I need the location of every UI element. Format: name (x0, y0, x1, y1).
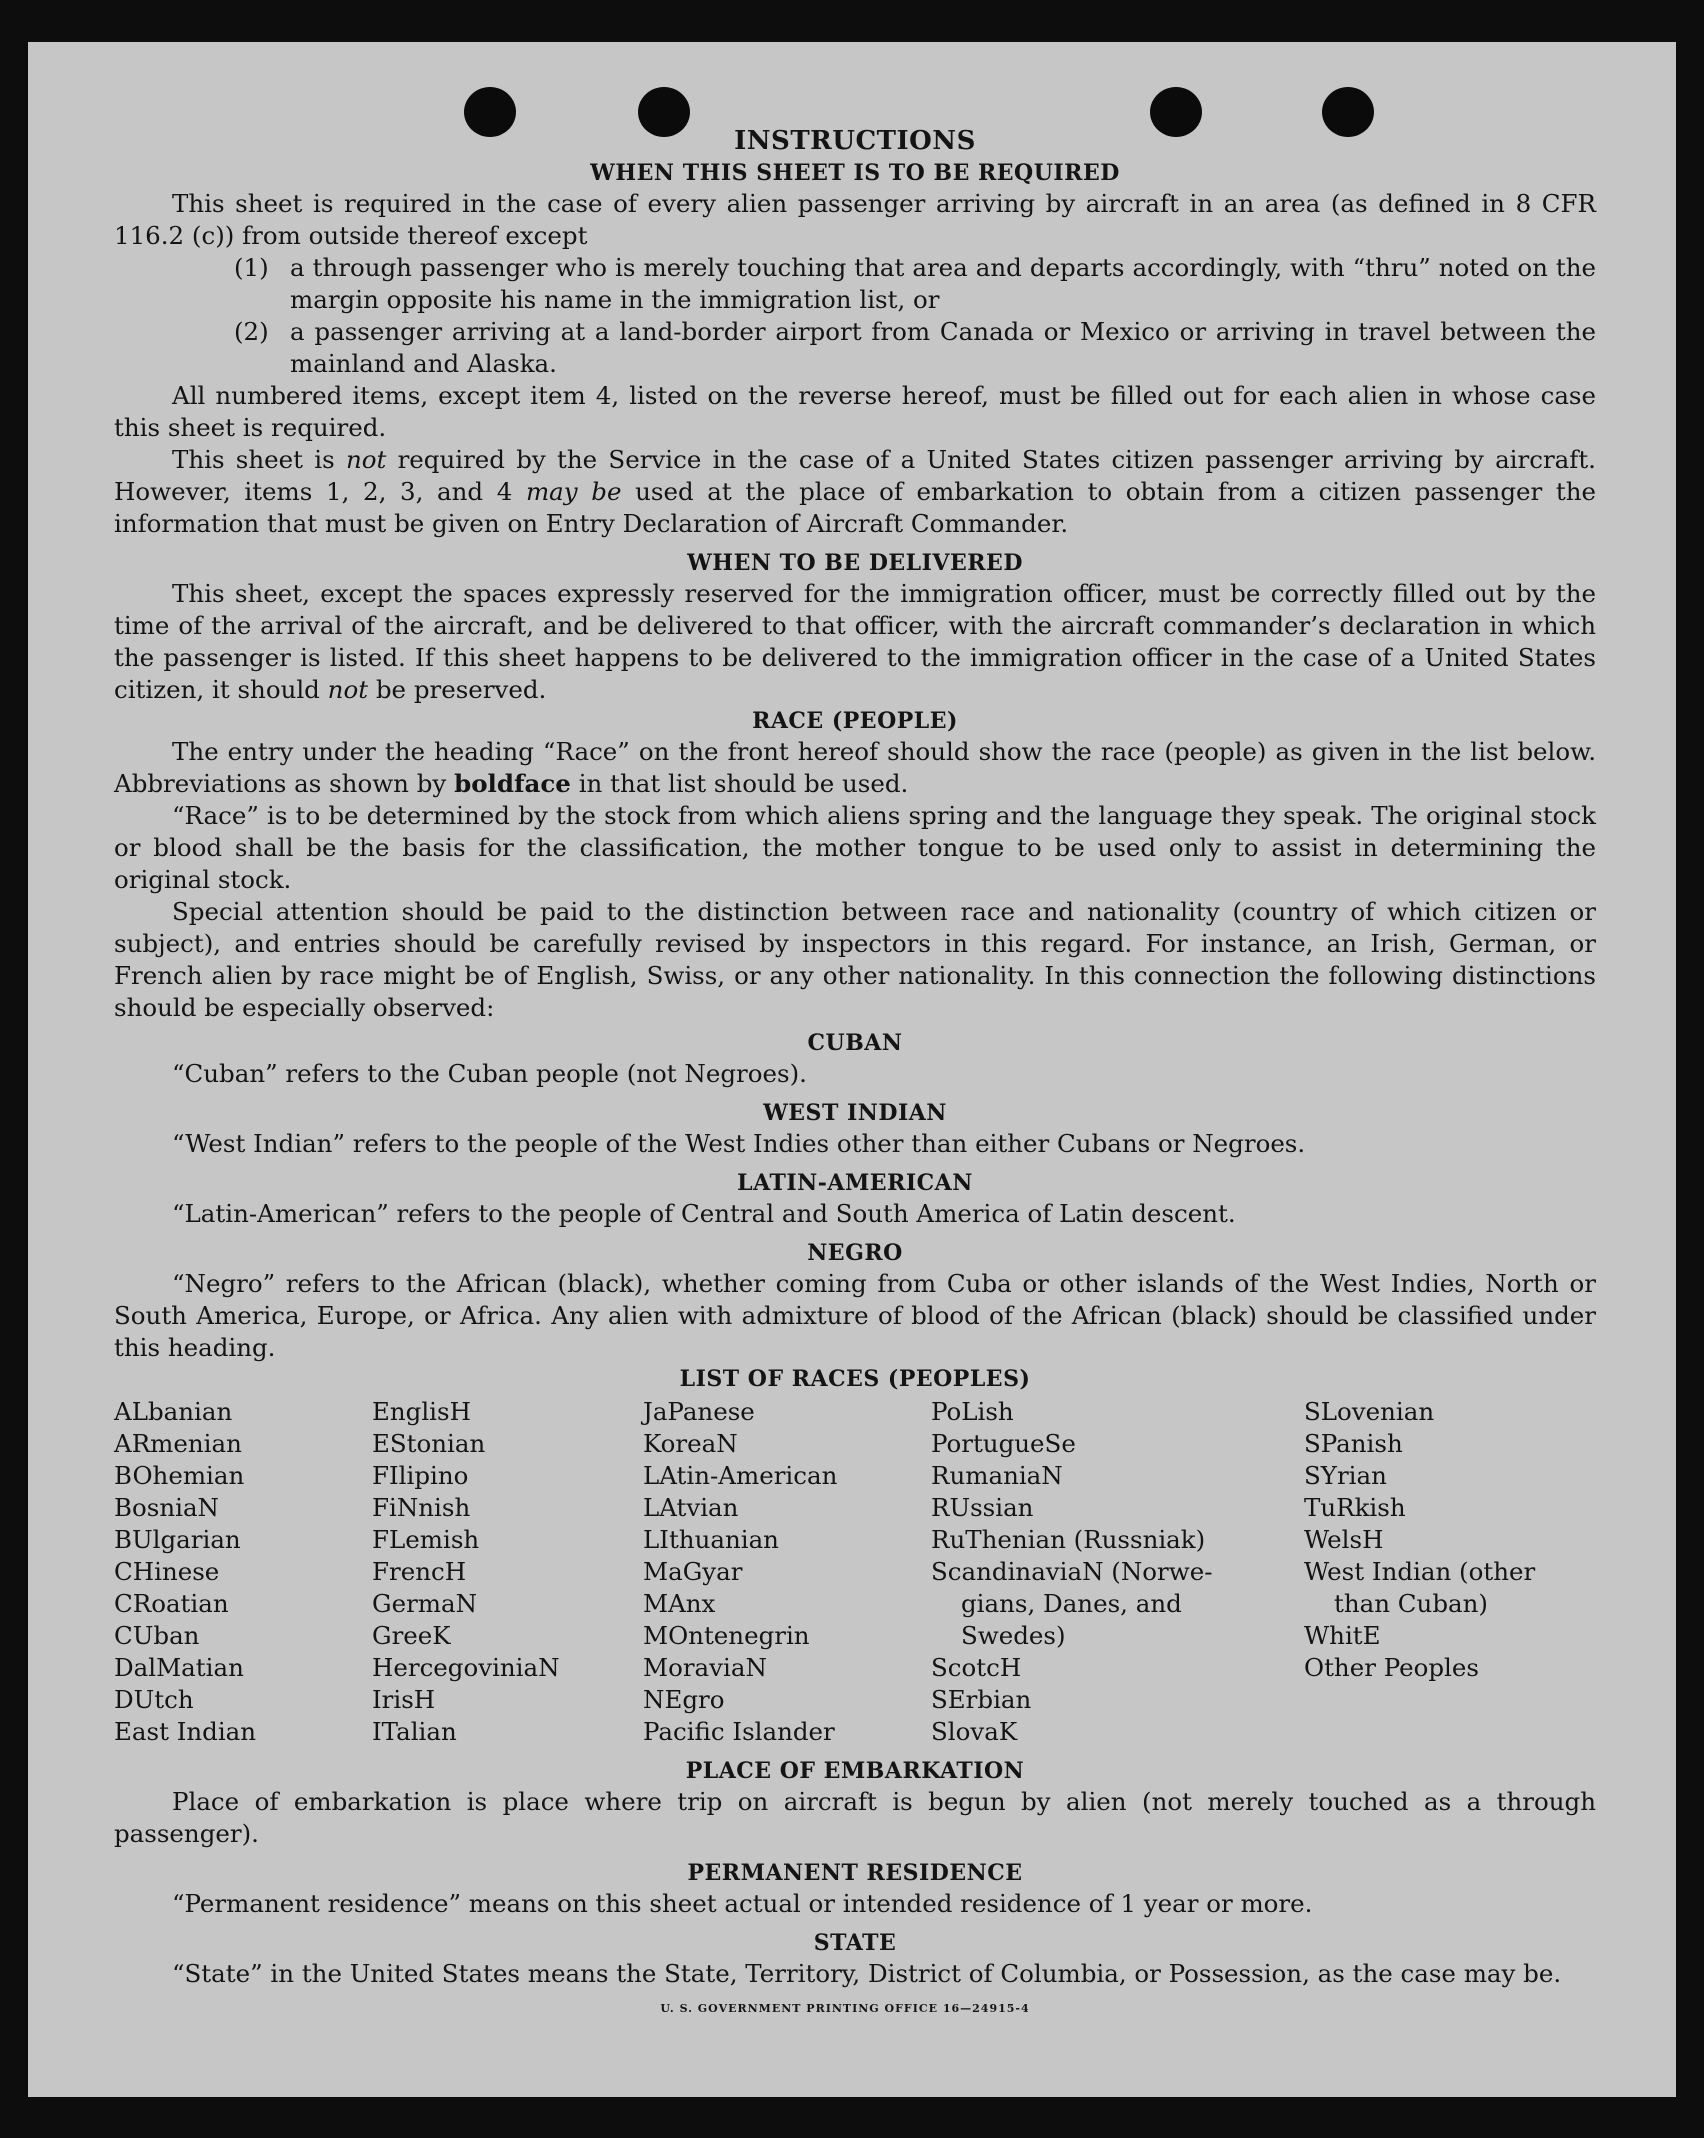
race-item: West Indian (other (1304, 1557, 1536, 1586)
item-number: (1) (234, 253, 269, 282)
race-item: EStonian (372, 1429, 486, 1458)
race-item: SlovaK (931, 1717, 1018, 1746)
race-item: IrisH (372, 1685, 436, 1714)
race-item: MoraviaN (643, 1653, 767, 1682)
race-item: GermaN (372, 1589, 478, 1618)
heading-west-indian: WEST INDIAN (763, 1100, 947, 1126)
race-item: KoreaN (643, 1429, 738, 1458)
paragraph-race-stock: “Race” is to be determined by the stock from which aliens spring and the language they speak. The original stock or blood shall be the basis for the classification, the mother tongue to be used only to assist in determining the original stock. (114, 801, 1596, 894)
race-item: FrencH (372, 1557, 467, 1586)
race-item: WhitE (1304, 1621, 1381, 1650)
list-item (234, 252, 1596, 316)
race-item: SPanish (1304, 1429, 1403, 1458)
heading-race: RACE (PEOPLE) (752, 708, 958, 734)
race-item: Pacific Islander (643, 1717, 835, 1746)
paragraph-citizen: This sheet is not required by the Service in the case of a United States citizen passenger arriving by aircraft. However, items 1, 2, 3, and 4 may be used at the place of embarkation to obtain from a citizen passenger the information that must be given on Entry Declaration of Aircraft Commander. (114, 445, 1596, 538)
race-item: LAtvian (643, 1493, 739, 1522)
race-item: MaGyar (643, 1557, 743, 1586)
race-item: CUban (114, 1621, 200, 1650)
paragraph-delivery: This sheet, except the spaces expressly reserved for the immigration officer, must be correctly filled out by the time of the arrival of the aircraft, and be delivered to that officer, with the aircraft commander’s declaration in which the passenger is listed. If this sheet happens to be delivered to the immigration officer in the case of a United States citizen, it should not be preserved. (114, 579, 1596, 704)
race-item: PoLish (931, 1397, 1014, 1426)
race-item: WelsH (1304, 1525, 1384, 1554)
races-column-4 (931, 1396, 1304, 1748)
race-item: RumaniaN (931, 1461, 1063, 1490)
race-item: SErbian (931, 1685, 1032, 1714)
race-item: ARmenian (114, 1429, 242, 1458)
heading-when-delivered: WHEN TO BE DELIVERED (687, 550, 1023, 576)
race-item: EnglisH (372, 1397, 471, 1426)
race-item: MOntenegrin (643, 1621, 810, 1650)
instructions-content (114, 124, 1596, 2015)
race-item: FIlipino (372, 1461, 469, 1490)
paragraph-race-nationality: Special attention should be paid to the distinction between race and nationality (country of which citizen or subject), and entries should be carefully revised by inspectors in this regard. For instance, an Irish, German, or French alien by race might be of English, Swiss, or any other nationality. In this connection the following distinctions should be especially observed: (114, 897, 1596, 1022)
race-item: HercegovinіaN (372, 1653, 560, 1682)
paragraph-cuban: “Cuban” refers to the Cuban people (not Negroes). (172, 1059, 807, 1088)
race-item: LIthuanian (643, 1525, 779, 1554)
paragraph-west-indian: “West Indian” refers to the people of the West Indies other than either Cubans or Negroes. (172, 1129, 1306, 1158)
heading-residence: PERMANENT RESIDENCE (687, 1860, 1023, 1886)
race-item: DalMatian (114, 1653, 244, 1682)
race-item: Swedes) (961, 1621, 1066, 1650)
heading-when-required: WHEN THIS SHEET IS TO BE REQUIRED (590, 160, 1120, 186)
races-column-1 (114, 1396, 372, 1748)
list-item (234, 316, 1596, 380)
race-item: BOhemian (114, 1461, 245, 1490)
heading-list-of-races: LIST OF RACES (PEOPLES) (679, 1366, 1031, 1392)
race-item: East Indian (114, 1717, 257, 1746)
paragraph-state: “State” in the United States means the State, Territory, District of Columbia, or Possession, as the case may be. (172, 1959, 1562, 1988)
race-item: ScandinaviaN (Norwe- (931, 1557, 1213, 1586)
races-table (114, 1396, 1596, 1748)
race-item: TuRkish (1304, 1493, 1406, 1522)
race-item: Other Peoples (1304, 1653, 1479, 1682)
race-item: CRoatian (114, 1589, 229, 1618)
paragraph-negro: “Negro” refers to the African (black), whether coming from Cuba or other islands of the West Indies, North or South America, Europe, or Africa. Any alien with admixture of blood of the African (black) should be classified under this heading. (114, 1269, 1596, 1362)
race-item: SYrian (1304, 1461, 1387, 1490)
race-item: FLemish (372, 1525, 480, 1554)
paragraph-numbered-items: All numbered items, except item 4, listed on the reverse hereof, must be filled out for each alien in whose case this sheet is required. (114, 381, 1596, 442)
document-sheet (28, 42, 1676, 2097)
race-item: ScotcH (931, 1653, 1022, 1682)
race-item: RuThenian (Russniak) (931, 1525, 1206, 1554)
item-text: a passenger arriving at a land-border airport from Canada or Mexico or arriving in travel between the mainland and Alaska. (290, 317, 1596, 378)
race-item: BosniaN (114, 1493, 219, 1522)
race-item: SLovenian (1304, 1397, 1435, 1426)
race-item: than Cuban) (1334, 1589, 1488, 1618)
race-item: gians, Danes, and (961, 1589, 1182, 1618)
heading-state: STATE (813, 1930, 897, 1956)
race-item: DUtch (114, 1685, 194, 1714)
races-column-2 (372, 1396, 643, 1748)
race-item: BUlgarian (114, 1525, 241, 1554)
printing-office-footer: U. S. GOVERNMENT PRINTING OFFICE 16—24915-4 (660, 2002, 1030, 2015)
race-item: LAtin-American (643, 1461, 838, 1490)
heading-negro: NEGRO (807, 1240, 903, 1266)
paragraph-latin-american: “Latin-American” refers to the people of Central and South America of Latin descent. (172, 1199, 1236, 1228)
paragraph-intro: This sheet is required in the case of every alien passenger arriving by aircraft in an area (as defined in 8 CFR 116.2 (c)) from outside thereof except (114, 189, 1596, 250)
paragraph-embarkation: Place of embarkation is place where trip on aircraft is begun by alien (not merely touched as a through passenger). (114, 1787, 1596, 1848)
item-number: (2) (234, 317, 269, 346)
race-item: CHinese (114, 1557, 220, 1586)
races-column-5 (1304, 1396, 1594, 1748)
race-item: FiNnish (372, 1493, 471, 1522)
races-column-3 (643, 1396, 931, 1748)
paragraph-residence: “Permanent residence” means on this sheet actual or intended residence of 1 year or more. (172, 1889, 1313, 1918)
heading-latin-american: LATIN-AMERICAN (737, 1170, 973, 1196)
race-item: MAnx (643, 1589, 716, 1618)
race-item: JaPanese (643, 1397, 755, 1426)
heading-embarkation: PLACE OF EMBARKATION (685, 1758, 1025, 1784)
race-item: RUssian (931, 1493, 1034, 1522)
race-item: ALbanian (114, 1397, 233, 1426)
race-item: PortugueSe (931, 1429, 1076, 1458)
race-item: NEgro (643, 1685, 725, 1714)
item-text: a through passenger who is merely touching that area and departs accordingly, with “thru” noted on the margin opposite his name in the immigration list, or (290, 253, 1596, 314)
heading-cuban: CUBAN (807, 1030, 903, 1056)
paragraph-race-entry: The entry under the heading “Race” on the front hereof should show the race (people) as given in the list below. Abbreviations as shown by boldface in that list should be used. (114, 737, 1596, 798)
race-item: GreeK (372, 1621, 451, 1650)
page-title: INSTRUCTIONS (734, 126, 976, 156)
race-item: ITalian (372, 1717, 457, 1746)
